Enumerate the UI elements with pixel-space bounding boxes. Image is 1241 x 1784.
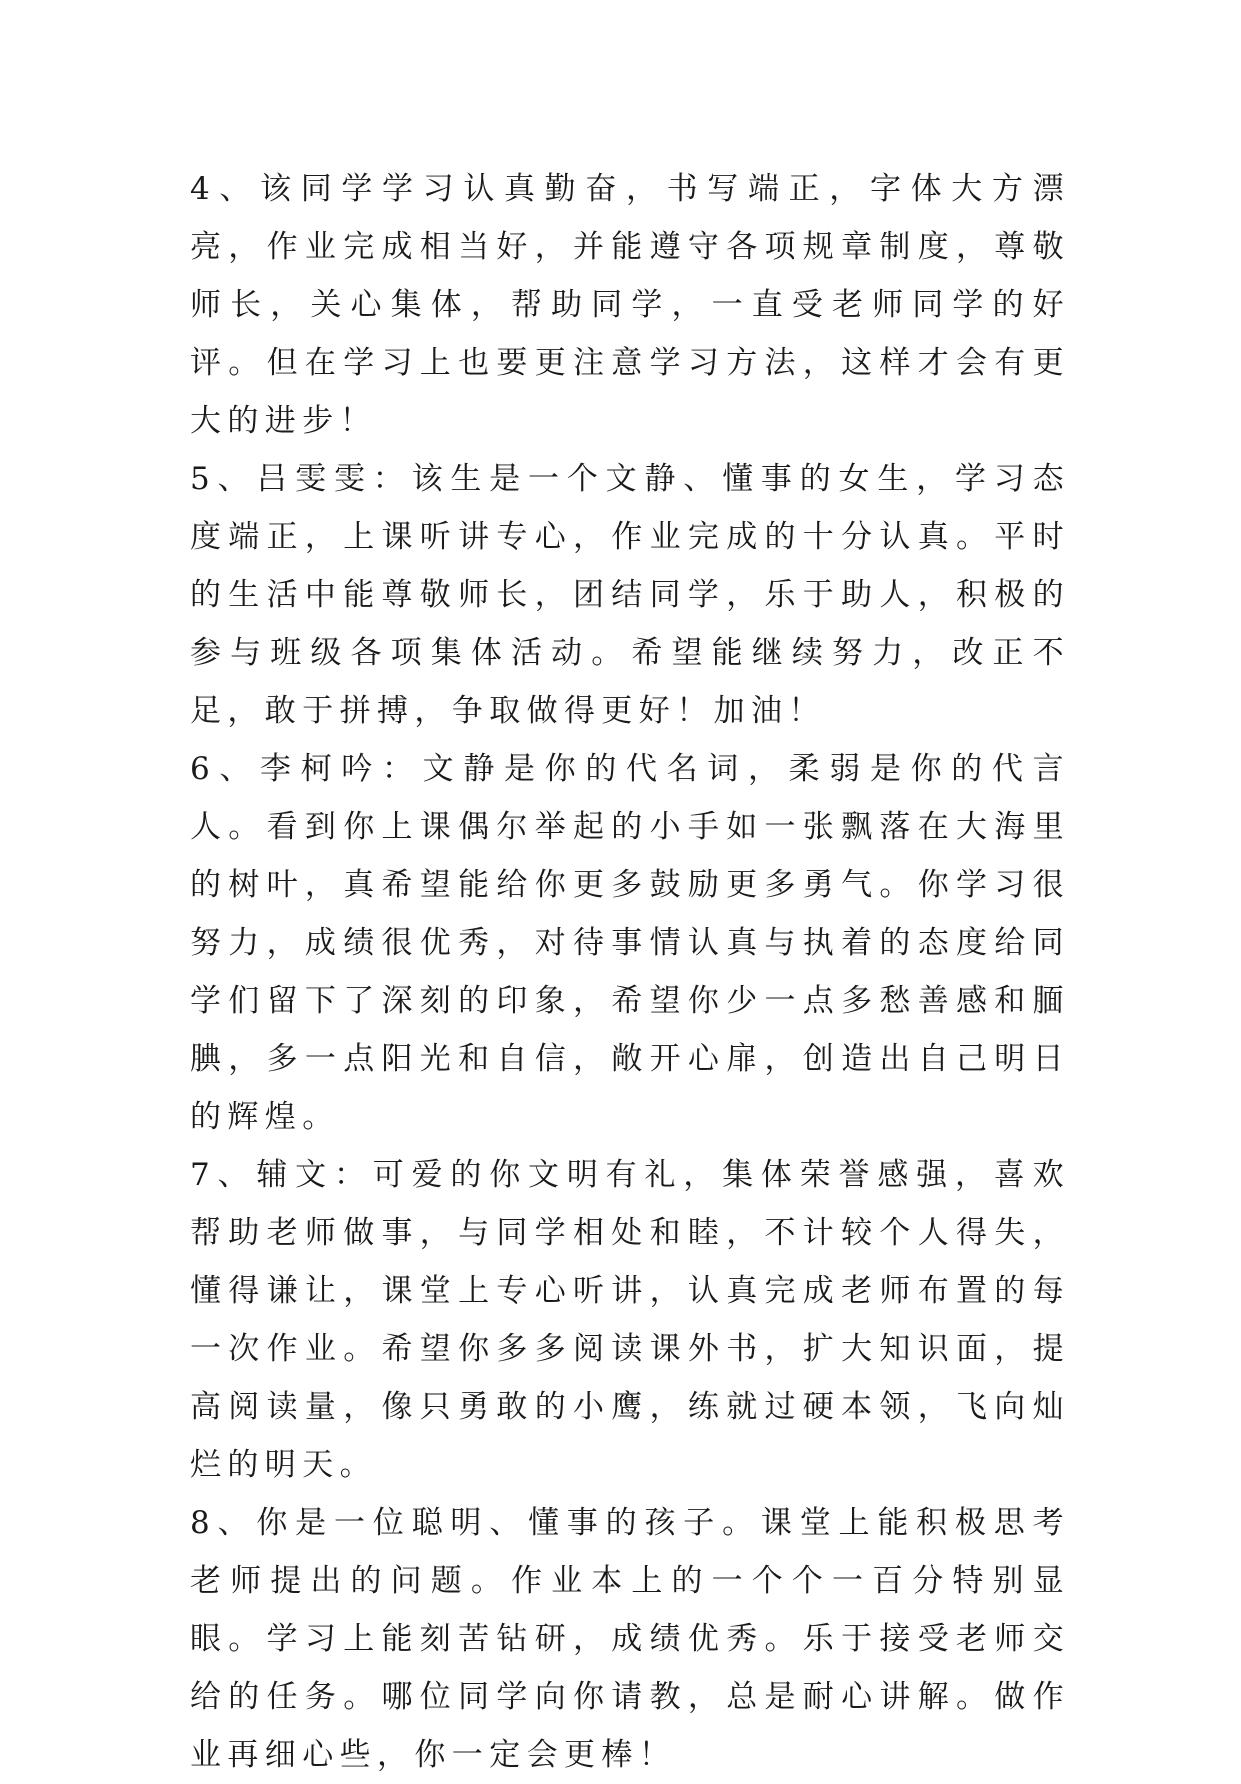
paragraph-6: 6、李柯吟：文静是你的代名词，柔弱是你的代言人。看到你上课偶尔举起的小手如一张飘落在大海里的树叶，真希望能给你更多鼓励更多勇气。你学习很努力，成绩很优秀，对待事情认真与执着的态度给同学们留下了深刻的印象，希望你少一点多愁善感和腼腆，多一点阳光和自信，敞开心扉，创造出自己明日的辉煌。 xyxy=(190,751,1070,1135)
paragraph-8: 8、你是一位聪明、懂事的孩子。课堂上能积极思考老师提出的问题。作业本上的一个个一百分特别显眼。学习上能刻苦钻研，成绩优秀。乐于接受老师交给的任务。哪位同学向你请教，总是耐心讲解。做作业再细心些，你一定会更棒！ xyxy=(190,1505,1070,1773)
paragraph-4: 4、该同学学习认真勤奋，书写端正，字体大方漂亮，作业完成相当好，并能遵守各项规章制度，尊敬师长，关心集体，帮助同学，一直受老师同学的好评。但在学习上也要更注意学习方法，这样才会有更大的进步！ xyxy=(190,171,1070,439)
paragraph-5: 5、吕雯雯：该生是一个文静、懂事的女生，学习态度端正，上课听讲专心，作业完成的十分认真。平时的生活中能尊敬师长，团结同学，乐于助人，积极的参与班级各项集体活动。希望能继续努力，改正不足，敢于拼搏，争取做得更好！加油！ xyxy=(190,461,1070,729)
paragraph-7: 7、辅文：可爱的你文明有礼，集体荣誉感强，喜欢帮助老师做事，与同学相处和睦，不计较个人得失，懂得谦让，课堂上专心听讲，认真完成老师布置的每一次作业。希望你多多阅读课外书，扩大知识面，提高阅读量，像只勇敢的小鹰，练就过硬本领，飞向灿烂的明天。 xyxy=(190,1157,1070,1483)
document-body xyxy=(190,160,1070,1784)
